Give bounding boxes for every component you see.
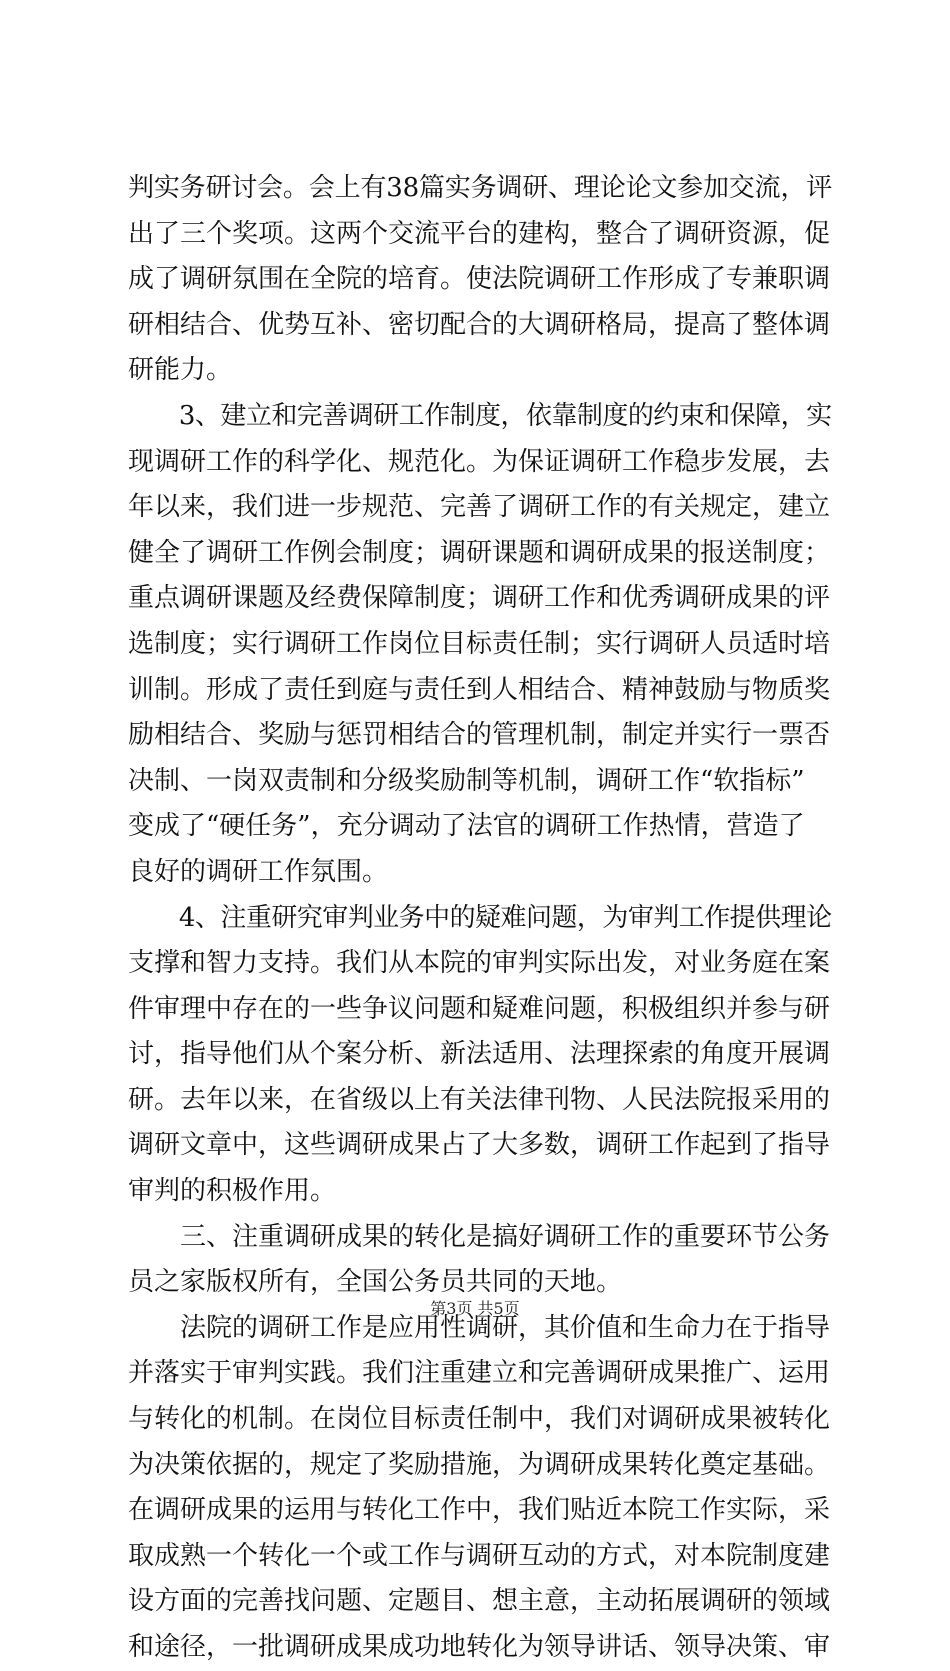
text-line: 并落实于审判实践。我们注重建立和完善调研成果推广、运用 (128, 1358, 831, 1389)
text-line: 审判的积极作用。 (128, 1176, 337, 1207)
body-text (128, 166, 832, 1671)
text-line: 在调研成果的运用与转化工作中，我们贴近本院工作实际，采 (128, 1495, 831, 1526)
text-line: 法院的调研工作是应用性调研，其价值和生命力在于指导 (128, 1312, 831, 1343)
text-line: 讨，指导他们从个案分析、新法适用、法理探索的角度开展调 (128, 1039, 831, 1070)
text-line: 成了调研氛围在全院的培育。使法院调研工作形成了专兼职调 (128, 264, 831, 295)
text-line: 年以来，我们进一步规范、完善了调研工作的有关规定，建立 (128, 492, 831, 523)
text-line: 取成熟一个转化一个或工作与调研互动的方式，对本院制度建 (128, 1540, 831, 1571)
text-line: 4、注重研究审判业务中的疑难问题，为审判工作提供理论 (128, 902, 832, 933)
text-line: 变成了“硬任务”，充分调动了法官的调研工作热情，营造了 (128, 811, 805, 842)
text-line: 健全了调研工作例会制度；调研课题和调研成果的报送制度； (128, 537, 831, 568)
text-line: 决制、一岗双责制和分级奖励制等机制，调研工作“软指标” (128, 765, 805, 796)
text-line: 3、建立和完善调研工作制度，依靠制度的约束和保障，实 (128, 400, 832, 431)
text-line: 为决策依据的，规定了奖励措施，为调研成果转化奠定基础。 (128, 1449, 831, 1480)
text-line: 研。去年以来，在省级以上有关法律刊物、人民法院报采用的 (128, 1084, 831, 1115)
text-line: 研相结合、优势互补、密切配合的大调研格局，提高了整体调 (128, 309, 831, 340)
text-line: 重点调研课题及经费保障制度；调研工作和优秀调研成果的评 (128, 583, 831, 614)
text-line: 员之家版权所有，全国公务员共同的天地。 (128, 1267, 623, 1298)
text-line: 和途径，一批调研成果成功地转化为领导讲话、领导决策、审 (128, 1632, 831, 1662)
page-footer: 第3页 共5页 (430, 1299, 520, 1318)
text-line: 支撑和智力支持。我们从本院的审判实际出发，对业务庭在案 (128, 948, 831, 979)
text-line: 训制。形成了责任到庭与责任到人相结合、精神鼓励与物质奖 (128, 674, 831, 705)
text-line: 与转化的机制。在岗位目标责任制中，我们对调研成果被转化 (128, 1404, 831, 1435)
text-line: 判实务研讨会。会上有38篇实务调研、理论论文参加交流，评 (128, 173, 833, 203)
text-line: 件审理中存在的一些争议问题和疑难问题，积极组织并参与研 (128, 993, 831, 1024)
text-line: 调研文章中，这些调研成果占了大多数，调研工作起到了指导 (128, 1130, 831, 1161)
text-line: 三、注重调研成果的转化是搞好调研工作的重要环节公务 (128, 1221, 831, 1252)
text-line: 选制度；实行调研工作岗位目标责任制；实行调研人员适时培 (128, 628, 831, 659)
text-line: 现调研工作的科学化、规范化。为保证调研工作稳步发展，去 (128, 446, 831, 477)
text-line: 励相结合、奖励与惩罚相结合的管理机制，制定并实行一票否 (128, 720, 831, 751)
text-line: 出了三个奖项。这两个交流平台的建构，整合了调研资源，促 (128, 218, 831, 249)
text-line: 研能力。 (128, 355, 233, 386)
text-line: 良好的调研工作氛围。 (128, 856, 389, 887)
text-line: 设方面的完善找问题、定题目、想主意，主动拓展调研的领域 (128, 1586, 831, 1617)
